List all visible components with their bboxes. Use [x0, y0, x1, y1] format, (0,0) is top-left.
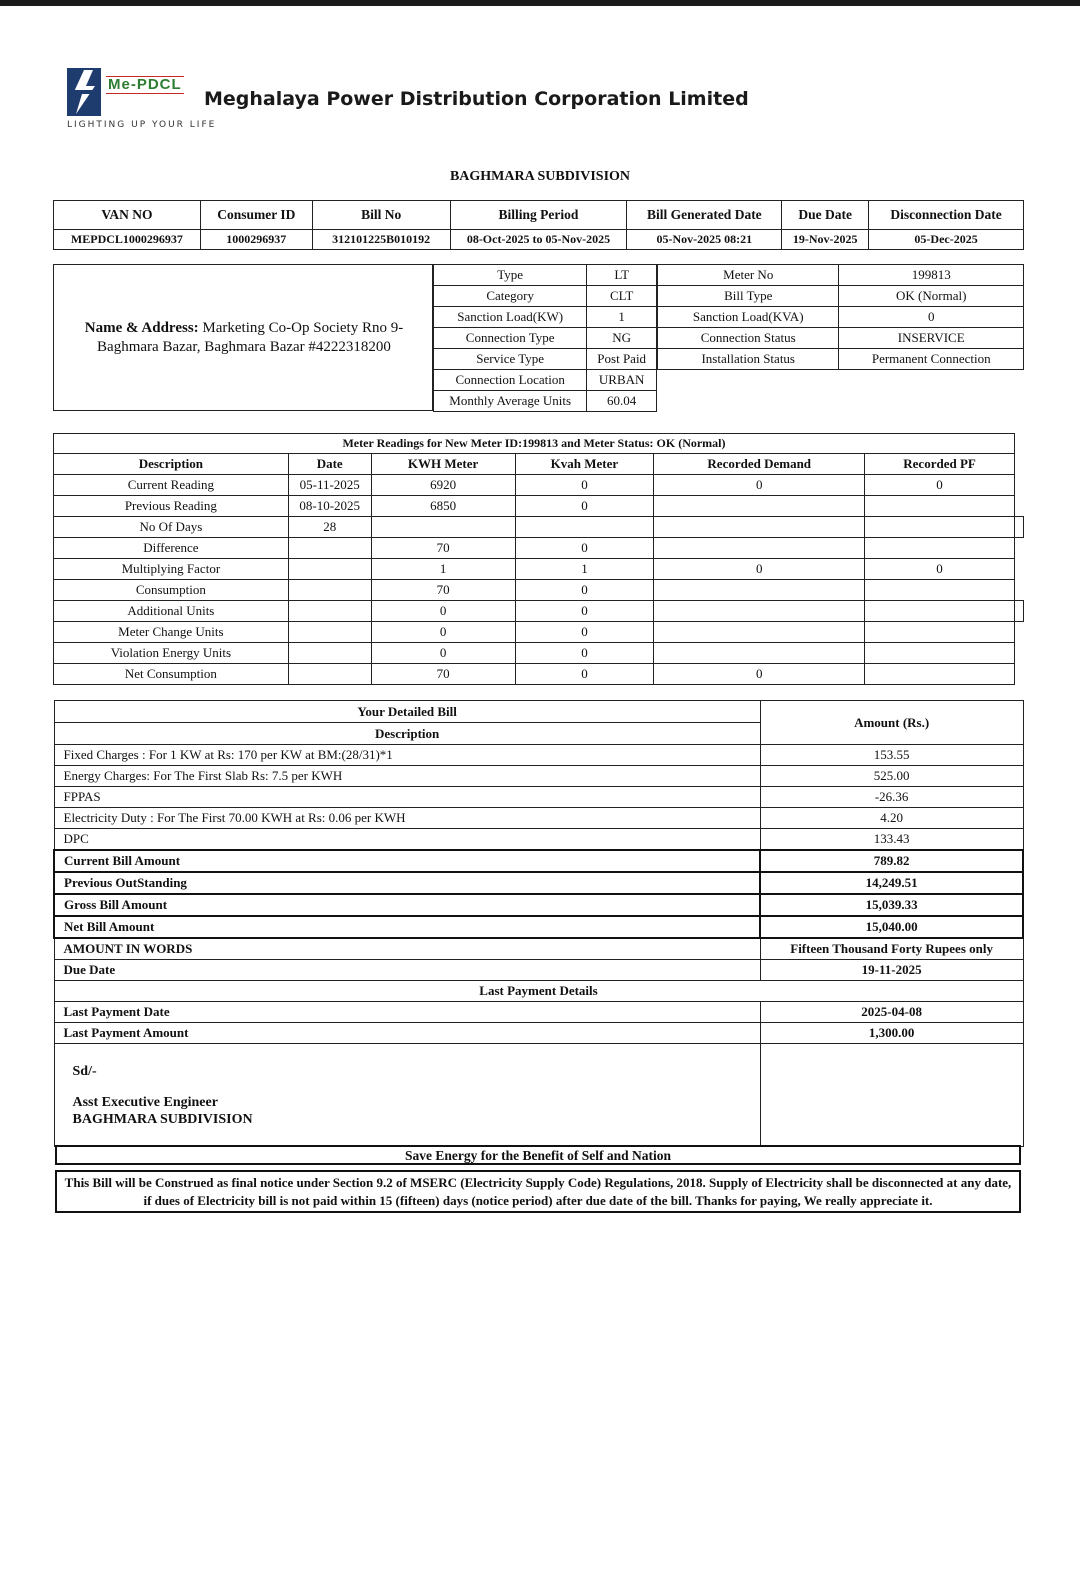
meter-cell: 08-10-2025 — [288, 496, 371, 517]
subdivision-title: BAGHMARA SUBDIVISION — [449, 169, 631, 184]
meter-cell — [654, 643, 865, 664]
meter-cell: Current Reading — [54, 475, 289, 496]
meter-cell: Violation Energy Units — [54, 643, 289, 664]
bill-header-values — [54, 230, 1024, 250]
meter-cell: 0 — [515, 643, 654, 664]
meter-cell: 0 — [515, 496, 654, 517]
info-value: Permanent Connection — [839, 349, 1024, 370]
info-label: Meter No — [658, 265, 839, 286]
energy-slogan: Save Energy for the Benefit of Self and Nation — [55, 1145, 1021, 1165]
info-row — [434, 265, 657, 286]
bill-header-col: Disconnection Date — [869, 201, 1024, 230]
meter-cell: Multiplying Factor — [54, 559, 289, 580]
info-label: Monthly Average Units — [434, 391, 587, 412]
meter-readings-caption: Meter Readings for New Meter ID:199813 and Meter Status: OK (Normal) — [54, 434, 1015, 454]
amount-in-words-label: AMOUNT IN WORDS — [54, 938, 760, 960]
meter-cell: 0 — [654, 475, 865, 496]
meter-cell: 0 — [515, 538, 654, 559]
info-row — [658, 307, 1024, 328]
table-edge-stub — [1015, 600, 1024, 622]
meter-cell — [654, 580, 865, 601]
meter-cell: Difference — [54, 538, 289, 559]
meter-cell — [288, 580, 371, 601]
charge-amount: 525.00 — [760, 766, 1023, 787]
signature-block — [54, 1044, 760, 1147]
meter-col-header: Date — [288, 454, 371, 475]
meter-cell: 28 — [288, 517, 371, 538]
meter-cell: 0 — [654, 559, 865, 580]
meter-cell — [371, 517, 515, 538]
info-label: Installation Status — [658, 349, 839, 370]
last-payment-title: Last Payment Details — [54, 981, 1023, 1002]
meter-cell — [865, 601, 1015, 622]
due-date-label: Due Date — [54, 960, 760, 981]
total-row — [54, 850, 1023, 872]
meter-cell: 0 — [654, 664, 865, 685]
charge-row — [54, 745, 1023, 766]
bill-header-columns — [54, 201, 1024, 230]
meter-cell: 0 — [515, 601, 654, 622]
meter-cell — [654, 496, 865, 517]
brand-logo-text: Me-PDCL — [108, 76, 182, 93]
signatory-title: Asst Executive Engineer — [72, 1095, 218, 1110]
total-row — [54, 872, 1023, 894]
meter-cell — [288, 601, 371, 622]
table-row — [54, 475, 1015, 496]
bill-header-col: Due Date — [782, 201, 869, 230]
meter-col-header: Recorded Demand — [654, 454, 865, 475]
table-row — [54, 622, 1015, 643]
meter-col-header: Description — [54, 454, 289, 475]
meter-cell: Additional Units — [54, 601, 289, 622]
info-value: 1 — [587, 307, 657, 328]
bill-header-col: VAN NO — [54, 201, 201, 230]
info-label: Service Type — [434, 349, 587, 370]
meter-cell — [865, 622, 1015, 643]
total-amount: 15,039.33 — [760, 894, 1023, 916]
detailed-bill-table — [53, 700, 1024, 1147]
meter-cell: 1 — [371, 559, 515, 580]
meter-cell: 6850 — [371, 496, 515, 517]
charge-row — [54, 808, 1023, 829]
mepdcl-logo-icon — [67, 68, 101, 116]
signatory-office: BAGHMARA SUBDIVISION — [72, 1112, 253, 1127]
info-value: 199813 — [839, 265, 1024, 286]
meter-cell — [654, 622, 865, 643]
total-amount: 15,040.00 — [760, 916, 1023, 938]
table-edge-stub — [1015, 516, 1024, 538]
description-header: Description — [54, 723, 760, 745]
info-row — [658, 286, 1024, 307]
info-value: URBAN — [587, 370, 657, 391]
detailed-bill-title: Your Detailed Bill — [54, 701, 760, 723]
meter-cell: Consumption — [54, 580, 289, 601]
connection-info-right — [657, 264, 1024, 370]
info-value: Post Paid — [587, 349, 657, 370]
meter-col-header: Recorded PF — [865, 454, 1015, 475]
charge-row — [54, 829, 1023, 851]
meter-cell: 0 — [865, 475, 1015, 496]
meter-cell — [654, 601, 865, 622]
charge-row — [54, 766, 1023, 787]
info-label: Connection Status — [658, 328, 839, 349]
meter-cell: 70 — [371, 664, 515, 685]
charge-label: Fixed Charges : For 1 KW at Rs: 170 per KW at BM:(28/31)*1 — [54, 745, 760, 766]
total-label: Net Bill Amount — [54, 916, 760, 938]
meter-cell — [865, 538, 1015, 559]
bill-header-col: Bill No — [312, 201, 450, 230]
last-payment-amount-value: 1,300.00 — [760, 1023, 1023, 1044]
meter-cell — [865, 517, 1015, 538]
company-header — [66, 66, 749, 136]
info-row — [658, 328, 1024, 349]
info-label: Sanction Load(KW) — [434, 307, 587, 328]
info-row — [658, 349, 1024, 370]
info-value: 0 — [839, 307, 1024, 328]
info-label: Sanction Load(KVA) — [658, 307, 839, 328]
last-payment-date-value: 2025-04-08 — [760, 1002, 1023, 1023]
info-row — [434, 391, 657, 412]
connection-info-left — [433, 264, 657, 412]
meter-cell: 0 — [371, 622, 515, 643]
bill-header-value: 19-Nov-2025 — [782, 230, 869, 250]
charge-label: Energy Charges: For The First Slab Rs: 7.5 per KWH — [54, 766, 760, 787]
last-payment-amount-label: Last Payment Amount — [54, 1023, 760, 1044]
last-payment-date-label: Last Payment Date — [54, 1002, 760, 1023]
info-label: Connection Location — [434, 370, 587, 391]
disconnection-notice: This Bill will be Construed as final notice under Section 9.2 of MSERC (Electricity Supply Code) Regulations, 2018. Supply of Electricity shall be disconnected at any date, if dues of Electricity bill is not paid within 15 (fifteen) days (notice period) after due date of the bill. Thanks for paying, We really appreciate it. — [55, 1170, 1021, 1213]
total-amount: 14,249.51 — [760, 872, 1023, 894]
meter-cell: 0 — [515, 622, 654, 643]
info-value: OK (Normal) — [839, 286, 1024, 307]
total-label: Gross Bill Amount — [54, 894, 760, 916]
table-row — [54, 580, 1015, 601]
meter-col-header: KWH Meter — [371, 454, 515, 475]
meter-readings-table — [53, 433, 1015, 685]
meter-cell: 0 — [371, 601, 515, 622]
charge-row — [54, 787, 1023, 808]
info-row — [434, 286, 657, 307]
bill-header-col: Bill Generated Date — [627, 201, 782, 230]
info-label: Type — [434, 265, 587, 286]
table-row — [54, 496, 1015, 517]
bill-header-col: Billing Period — [450, 201, 627, 230]
amount-in-words-value: Fifteen Thousand Forty Rupees only — [760, 938, 1023, 960]
total-amount: 789.82 — [760, 850, 1023, 872]
charge-amount: 4.20 — [760, 808, 1023, 829]
total-row — [54, 894, 1023, 916]
meter-cell — [654, 538, 865, 559]
total-label: Previous OutStanding — [54, 872, 760, 894]
organization-name: Meghalaya Power Distribution Corporation Limited — [204, 88, 749, 110]
info-value: CLT — [587, 286, 657, 307]
bill-header-value: 05-Dec-2025 — [869, 230, 1024, 250]
meter-cell — [515, 517, 654, 538]
info-value: INSERVICE — [839, 328, 1024, 349]
charge-amount: 153.55 — [760, 745, 1023, 766]
info-row — [434, 307, 657, 328]
name-address-value: Marketing Co-Op Society Rno 9-Baghmara Bazar, Baghmara Bazar #4222318200 — [97, 320, 404, 355]
info-row — [434, 349, 657, 370]
meter-cell: 6920 — [371, 475, 515, 496]
meter-cell: 70 — [371, 538, 515, 559]
charge-amount: 133.43 — [760, 829, 1023, 851]
meter-cell: No Of Days — [54, 517, 289, 538]
table-row — [54, 643, 1015, 664]
meter-cell: 0 — [515, 580, 654, 601]
bill-header-value: MEPDCL1000296937 — [54, 230, 201, 250]
total-label: Current Bill Amount — [54, 850, 760, 872]
info-value: 60.04 — [587, 391, 657, 412]
meter-cell — [865, 664, 1015, 685]
brand-tagline: LIGHTING UP YOUR LIFE — [67, 120, 217, 130]
info-label: Category — [434, 286, 587, 307]
due-date-value: 19-11-2025 — [760, 960, 1023, 981]
table-row — [54, 559, 1015, 580]
meter-cell: 70 — [371, 580, 515, 601]
total-row — [54, 916, 1023, 938]
meter-cell: 0 — [515, 664, 654, 685]
meter-cell — [654, 517, 865, 538]
info-value: LT — [587, 265, 657, 286]
consumer-address-text — [58, 319, 430, 357]
meter-cell: 1 — [515, 559, 654, 580]
signature-blank-cell — [760, 1044, 1023, 1147]
charge-label: DPC — [54, 829, 760, 851]
table-row — [54, 601, 1015, 622]
meter-col-header: Kvah Meter — [515, 454, 654, 475]
meter-cell — [288, 538, 371, 559]
info-label: Connection Type — [434, 328, 587, 349]
table-row — [54, 517, 1015, 538]
bill-header-value: 08-Oct-2025 to 05-Nov-2025 — [450, 230, 627, 250]
info-label: Bill Type — [658, 286, 839, 307]
meter-cell — [865, 643, 1015, 664]
meter-cell: Meter Change Units — [54, 622, 289, 643]
meter-cell — [288, 664, 371, 685]
bill-header-col: Consumer ID — [200, 201, 312, 230]
table-row — [54, 538, 1015, 559]
meter-cell — [865, 496, 1015, 517]
meter-cell: Net Consumption — [54, 664, 289, 685]
meter-cell — [288, 559, 371, 580]
info-row — [658, 265, 1024, 286]
signature-sd: Sd/- — [72, 1064, 97, 1079]
meter-cell: 0 — [515, 475, 654, 496]
top-border — [0, 0, 1080, 6]
name-address-label: Name & Address: — [84, 320, 199, 336]
bill-header-value: 05-Nov-2025 08:21 — [627, 230, 782, 250]
meter-cell — [288, 643, 371, 664]
charge-amount: -26.36 — [760, 787, 1023, 808]
meter-cell — [288, 622, 371, 643]
bill-header-value: 1000296937 — [200, 230, 312, 250]
bill-header-value: 312101225B010192 — [312, 230, 450, 250]
consumer-name-address — [53, 264, 433, 411]
meter-cell: 0 — [371, 643, 515, 664]
meter-readings-columns — [54, 454, 1015, 475]
charge-label: Electricity Duty : For The First 70.00 KWH at Rs: 0.06 per KWH — [54, 808, 760, 829]
meter-cell: Previous Reading — [54, 496, 289, 517]
info-value: NG — [587, 328, 657, 349]
charge-label: FPPAS — [54, 787, 760, 808]
meter-cell — [865, 580, 1015, 601]
meter-cell: 05-11-2025 — [288, 475, 371, 496]
bill-header-table — [53, 200, 1024, 250]
meter-cell: 0 — [865, 559, 1015, 580]
amount-header: Amount (Rs.) — [760, 701, 1023, 745]
info-row — [434, 370, 657, 391]
info-row — [434, 328, 657, 349]
table-row — [54, 664, 1015, 685]
